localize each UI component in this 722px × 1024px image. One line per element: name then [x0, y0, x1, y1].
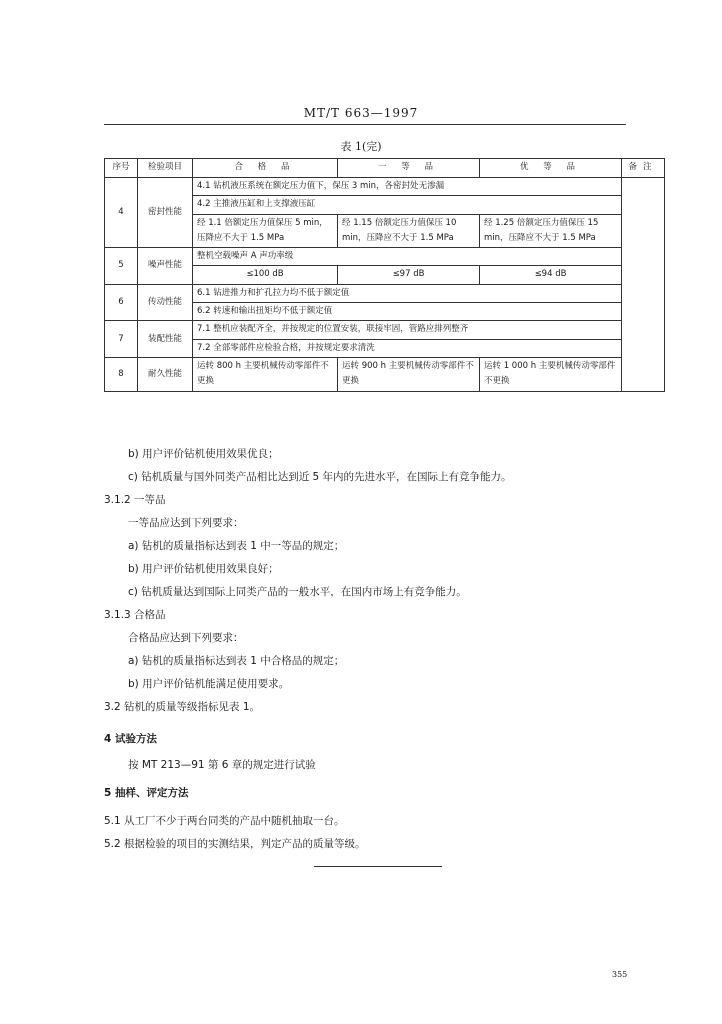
- page-number: 355: [612, 970, 628, 979]
- section-heading: 5 抽样、评定方法: [104, 787, 189, 799]
- standard-header: MT/T 663—1997: [303, 106, 419, 120]
- requirement-text: 整机空载噪声 A 声功率级: [193, 248, 622, 266]
- first-grade-cell: ≤97 dB: [338, 266, 480, 284]
- table-row: [105, 321, 665, 339]
- table-title: 表 1(完): [340, 140, 382, 153]
- pass-grade-cell: 运转 800 h 主要机械传动零部件不更换: [193, 357, 338, 391]
- requirement-text: 4.2 主推液压缸和上支撑液压缸: [193, 196, 622, 214]
- first-grade-cell: 经 1.15 倍额定压力值保压 10 min，压降应不大于 1.5 MPa: [338, 214, 480, 248]
- table-row: [105, 357, 665, 391]
- row-no: 4: [105, 178, 138, 248]
- clause-text: 5.2 根据检验的项目的实测结果，判定产品的质量等级。: [104, 838, 366, 850]
- body-text: c) 钻机质量与国外同类产品相比达到近 5 年内的先进水平，在国际上有竞争能力。: [128, 471, 512, 483]
- col-header-excellent: 优 等 品: [480, 159, 622, 178]
- body-text: 按 MT 213—91 第 6 章的规定进行试验: [128, 759, 316, 771]
- clause-heading: 3.1.3 合格品: [104, 609, 166, 621]
- col-header-no: 序号: [105, 159, 138, 178]
- body-text: b) 用户评价钻机能满足使用要求。: [128, 678, 290, 690]
- body-text: 一等品应达到下列要求：: [128, 517, 244, 529]
- requirement-text: 6.2 转速和输出扭矩均不低于额定值: [193, 303, 622, 321]
- body-text: c) 钻机质量达到国际上同类产品的一般水平，在国内市场上有竞争能力。: [128, 586, 467, 598]
- remark-cell: [622, 178, 665, 392]
- requirement-text: 7.1 整机应装配齐全，并按规定的位置安装，联接牢固，管路应排列整齐: [193, 321, 622, 339]
- body-text: 合格品应达到下列要求：: [128, 632, 244, 644]
- first-grade-cell: 运转 900 h 主要机械传动零部件不更换: [338, 357, 480, 391]
- requirement-text: 6.1 钻进推力和扩孔拉力均不低于额定值: [193, 284, 622, 302]
- body-text: a) 钻机的质量指标达到表 1 中合格品的规定；: [128, 655, 345, 667]
- section-heading: 4 试验方法: [104, 733, 157, 745]
- body-text: b) 用户评价钻机使用效果良好；: [128, 563, 279, 575]
- excellent-grade-cell: ≤94 dB: [480, 266, 622, 284]
- requirement-text: 4.1 钻机液压系统在额定压力值下，保压 3 min，各密封处无渗漏: [193, 178, 622, 196]
- table-row: [105, 178, 665, 196]
- row-item: 耐久性能: [138, 357, 193, 391]
- body-text: a) 钻机的质量指标达到表 1 中一等品的规定；: [128, 540, 345, 552]
- quality-grade-table: [104, 158, 665, 392]
- clause-heading: 3.2 钻机的质量等级指标见表 1。: [104, 701, 261, 713]
- table-row: [105, 248, 665, 266]
- table-header-row: [105, 159, 665, 178]
- end-rule: [314, 866, 442, 867]
- row-item: 密封性能: [138, 178, 193, 248]
- clause-text: 5.1 从工厂不少于两台同类的产品中随机抽取一台。: [104, 815, 345, 827]
- col-header-remark: 备注: [622, 159, 665, 178]
- row-no: 7: [105, 321, 138, 358]
- clause-heading: 3.1.2 一等品: [104, 494, 166, 506]
- table-row: [105, 284, 665, 302]
- col-header-pass: 合 格 品: [193, 159, 338, 178]
- requirement-text: 7.2 全部零部件应检验合格，并按规定要求清洗: [193, 339, 622, 357]
- row-no: 6: [105, 284, 138, 321]
- col-header-first: 一 等 品: [338, 159, 480, 178]
- pass-grade-cell: 经 1.1 倍额定压力值保压 5 min，压降应不大于 1.5 MPa: [193, 214, 338, 248]
- excellent-grade-cell: 经 1.25 倍额定压力值保压 15 min，压降应不大于 1.5 MPa: [480, 214, 622, 248]
- pass-grade-cell: ≤100 dB: [193, 266, 338, 284]
- row-item: 噪声性能: [138, 248, 193, 285]
- col-header-item: 检验项目: [138, 159, 193, 178]
- body-text: b) 用户评价钻机使用效果优良；: [128, 448, 279, 460]
- row-no: 5: [105, 248, 138, 285]
- row-item: 装配性能: [138, 321, 193, 358]
- excellent-grade-cell: 运转 1 000 h 主要机械传动零部件不更换: [480, 357, 622, 391]
- row-no: 8: [105, 357, 138, 391]
- header-divider: [104, 124, 626, 125]
- row-item: 传动性能: [138, 284, 193, 321]
